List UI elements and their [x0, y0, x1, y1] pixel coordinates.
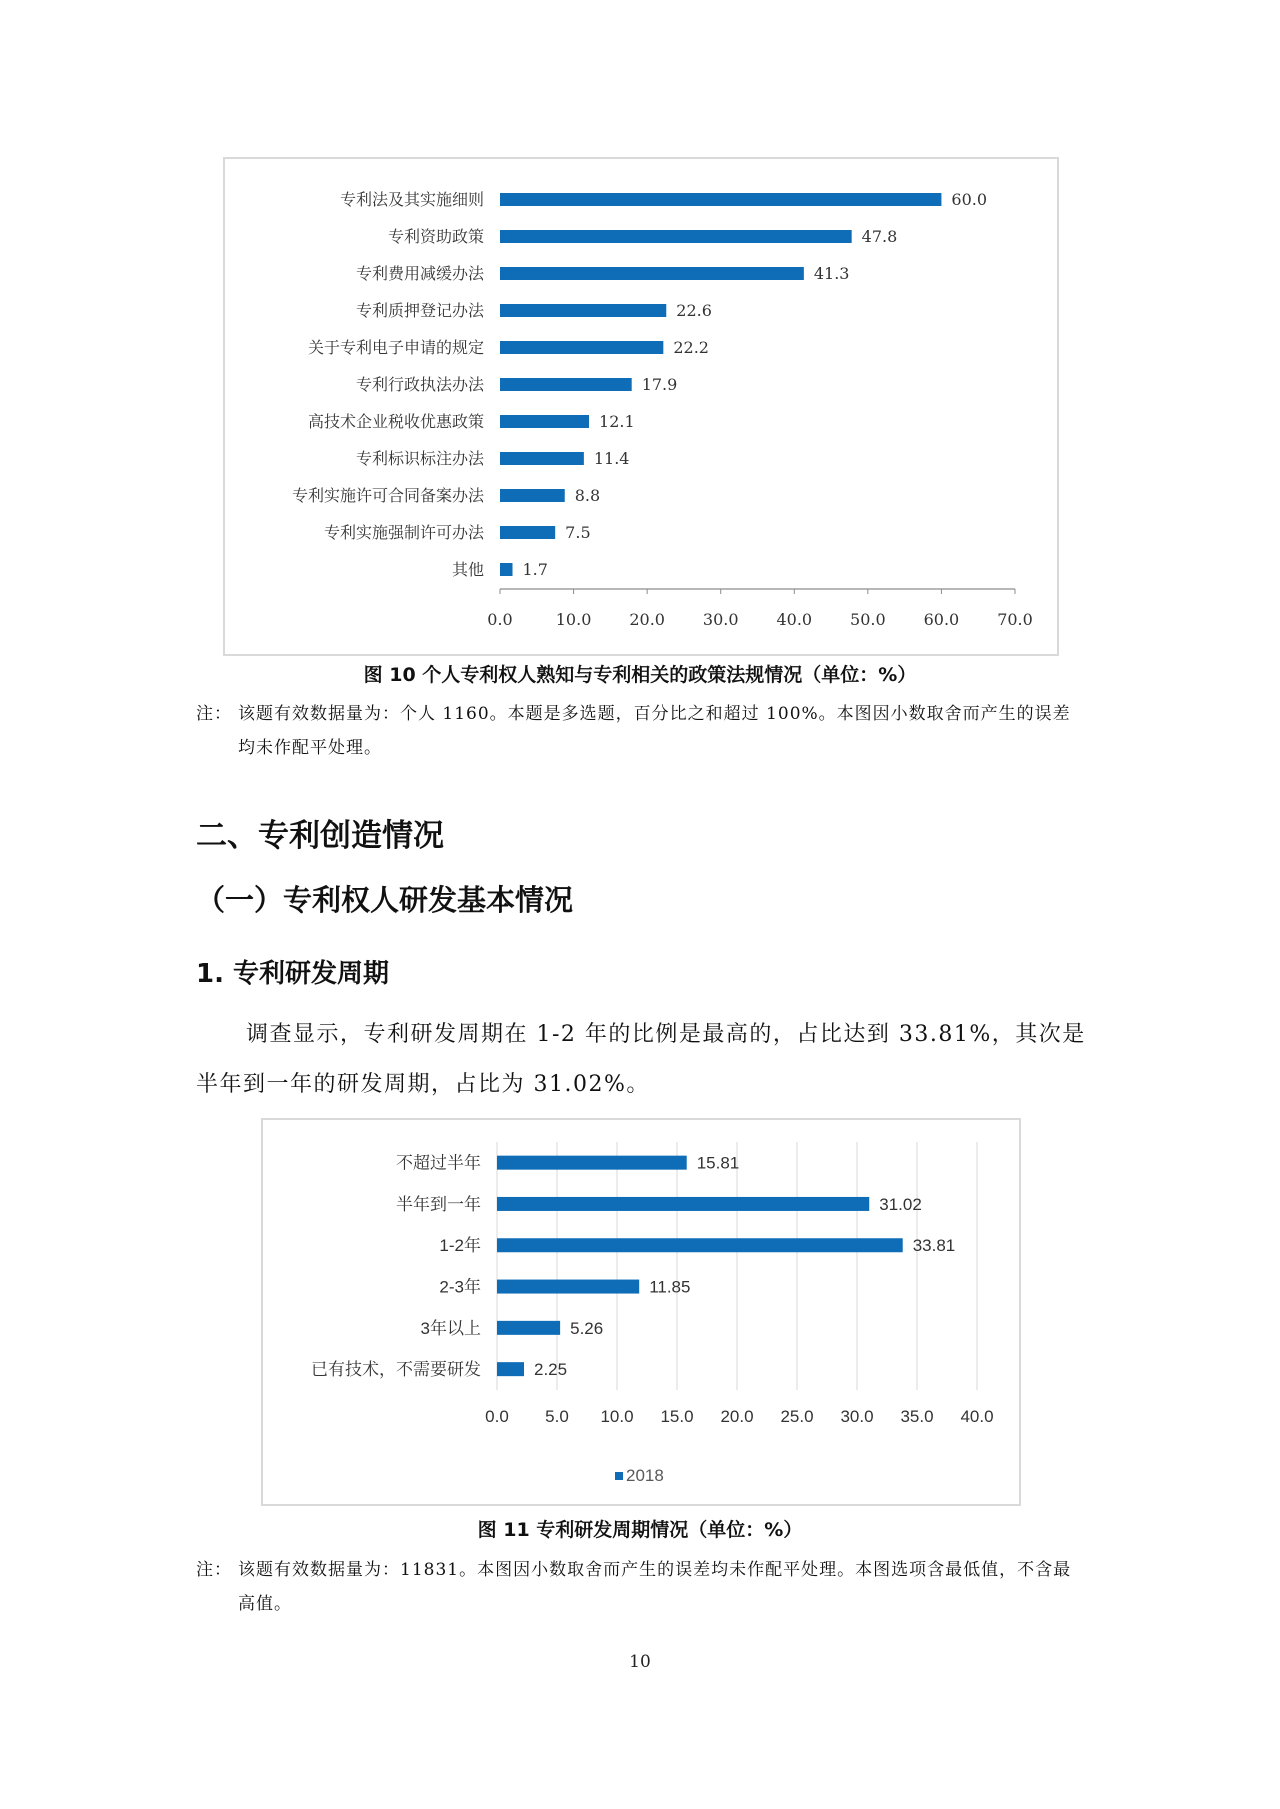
bar — [497, 1280, 639, 1294]
x-tick-label: 30.0 — [702, 610, 739, 629]
x-tick-label: 5.0 — [545, 1407, 569, 1426]
bar — [500, 304, 666, 317]
data-label: 7.5 — [565, 523, 591, 543]
category-label: 专利费用减缓办法 — [355, 264, 484, 284]
bar — [500, 378, 632, 391]
data-label: 15.81 — [696, 1153, 740, 1173]
subsection-heading: （一）专利权人研发基本情况 — [196, 883, 574, 917]
category-label: 专利行政执法办法 — [355, 375, 484, 395]
bar — [500, 452, 584, 465]
bar — [500, 267, 804, 280]
bar — [500, 489, 565, 502]
category-label: 专利实施强制许可办法 — [323, 523, 484, 543]
bar — [497, 1321, 560, 1335]
bar — [500, 526, 555, 539]
figure11-note — [196, 1553, 1096, 1623]
legend-swatch — [615, 1472, 623, 1480]
category-label: 专利实施许可合同备案办法 — [291, 486, 484, 506]
x-tick-label: 30.0 — [840, 1407, 874, 1426]
data-label: 41.3 — [813, 264, 850, 284]
category-label: 专利资助政策 — [387, 227, 484, 247]
figure10-chart-svg — [225, 159, 1057, 654]
data-label: 1.7 — [522, 560, 548, 580]
figure10-note-label: 注： — [196, 704, 232, 724]
figure10-note-text: 该题有效数据量为：个人 1160。本题是多选题，百分比之和超过 100%。本图因小数取舍而产生的误差均未作配平处理。 — [238, 704, 1071, 758]
category-label: 专利质押登记办法 — [355, 301, 484, 321]
legend-label: 2018 — [626, 1466, 664, 1485]
figure11-chart-svg — [263, 1120, 1019, 1504]
data-label: 31.02 — [879, 1194, 922, 1214]
category-label: 专利标识标注办法 — [355, 449, 484, 469]
bar — [500, 563, 513, 576]
figure11-chart — [261, 1118, 1021, 1506]
data-label: 22.6 — [676, 301, 712, 321]
figure10-chart — [223, 157, 1059, 656]
category-label: 1-2年 — [439, 1236, 481, 1256]
subsubsection-heading: 1. 专利研发周期 — [196, 959, 390, 989]
category-label: 2-3年 — [439, 1277, 481, 1297]
data-label: 47.8 — [861, 227, 898, 247]
category-label: 其他 — [451, 560, 484, 580]
figure11-note-text: 该题有效数据量为：11831。本图因小数取舍而产生的误差均未作配平处理。本图选项含最低值，不含最高值。 — [238, 1560, 1072, 1614]
x-tick-label: 10.0 — [600, 1407, 634, 1426]
category-label: 已有技术，不需要研发 — [311, 1360, 481, 1380]
figure11-note-label: 注： — [196, 1560, 232, 1580]
bar — [497, 1238, 903, 1252]
data-label: 8.8 — [574, 486, 601, 506]
category-label: 专利法及其实施细则 — [339, 190, 484, 210]
data-label: 11.85 — [649, 1277, 691, 1297]
x-tick-label: 0.0 — [487, 610, 513, 629]
page-number: 10 — [629, 1652, 651, 1672]
x-tick-label: 10.0 — [555, 610, 592, 629]
x-tick-label: 20.0 — [720, 1407, 754, 1426]
x-tick-label: 70.0 — [997, 610, 1033, 629]
figure10-caption: 图 10 个人专利权人熟知与专利相关的政策法规情况（单位：%） — [363, 664, 917, 686]
x-tick-label: 0.0 — [485, 1407, 509, 1426]
x-tick-label: 40.0 — [776, 610, 813, 629]
category-label: 半年到一年 — [396, 1194, 481, 1214]
x-tick-label: 25.0 — [780, 1407, 814, 1426]
data-label: 11.4 — [593, 449, 630, 469]
bar — [497, 1156, 687, 1170]
figure10-note — [196, 697, 1096, 767]
bar — [500, 415, 589, 428]
data-label: 17.9 — [641, 375, 678, 395]
bar — [500, 230, 852, 243]
bar — [497, 1197, 869, 1211]
category-label: 3年以上 — [420, 1318, 481, 1338]
x-tick-label: 60.0 — [923, 610, 960, 629]
data-label: 33.81 — [912, 1236, 956, 1256]
x-tick-label: 50.0 — [850, 610, 886, 629]
bar — [500, 341, 663, 354]
x-tick-label: 35.0 — [900, 1407, 934, 1426]
category-label: 高技术企业税收优惠政策 — [307, 412, 484, 432]
x-tick-label: 40.0 — [960, 1407, 994, 1426]
x-tick-label: 15.0 — [660, 1407, 694, 1426]
section-heading: 二、专利创造情况 — [196, 818, 444, 854]
data-label: 60.0 — [951, 190, 988, 210]
data-label: 22.2 — [673, 338, 709, 358]
bar — [500, 193, 941, 206]
figure11-caption: 图 11 专利研发周期情况（单位：%） — [477, 1519, 803, 1541]
bar — [497, 1362, 524, 1376]
body-paragraph: 调查显示，专利研发周期在 1-2 年的比例是最高的，占比达到 33.81%，其次是半年到一年的研发周期，占比为 31.02%。 — [196, 1022, 1086, 1097]
category-label: 关于专利电子申请的规定 — [307, 338, 484, 358]
data-label: 5.26 — [570, 1318, 604, 1338]
category-label: 不超过半年 — [396, 1153, 481, 1173]
x-tick-label: 20.0 — [629, 610, 665, 629]
data-label: 12.1 — [599, 412, 635, 432]
data-label: 2.25 — [534, 1360, 568, 1380]
